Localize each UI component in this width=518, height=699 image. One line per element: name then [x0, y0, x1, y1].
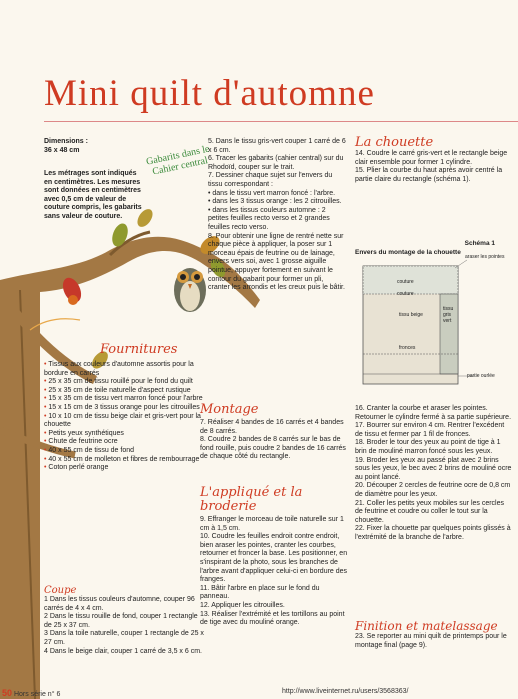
instruction: 5. Dans le tissu gris-vert couper 1 carré de 6 x 6 cm.: [208, 138, 346, 154]
schema-title: Schéma 1: [464, 240, 495, 247]
dimensions: [44, 138, 134, 155]
right-instructions: [355, 405, 513, 543]
list-item: • 40 x 55 cm de tissu de fond: [44, 446, 135, 454]
instruction: 17. Bourrer sur environ 4 cm. Rentrer l'excédent de tissu et fermer par 1 fil de fronces.: [355, 422, 505, 438]
montage-line: 7. Réaliser 4 bandes de 16 carrés et 4 bandes de 8 carrés.: [200, 419, 344, 435]
applique-section: [200, 486, 350, 628]
finition-section: [355, 620, 513, 650]
schema-subtitle: Envers du montage de la chouette: [355, 248, 461, 256]
fournitures-heading-wrap: [100, 342, 200, 357]
page-number: 50: [2, 688, 13, 698]
chouette-heading: La chouette: [355, 135, 434, 150]
schema-1: [355, 240, 505, 400]
instruction: 7. Dessiner chaque sujet sur l'envers du tissu correspondant :: [208, 172, 333, 188]
instruction: 8. Pour obtenir une ligne de rentré nette sur chaque pièce à appliquer, la poser sur 1 morceau épais de feutrine ou de lainage, envers vers soi, avec 1 grosse aiguille pointue, appuyer fortement en suivant le contour du gabarit pour former un pli, cranter les arrondis et les creux puis le bâtir.: [208, 232, 345, 292]
montage-section: [200, 402, 350, 462]
instruction: 21. Coller les petits yeux mobiles sur les cercles de feutrine et coudre ou coller le tout sur la chouette.: [355, 499, 505, 524]
coupe-line: 2 Dans le tissu rouille de fond, couper 1 rectangle de 25 x 37 cm.: [44, 613, 198, 629]
schema-label: partie ourlée: [467, 373, 495, 379]
instruction: • dans les 3 tissus orange : les 2 citrouilles.: [208, 198, 342, 206]
coupe-heading: Coupe: [44, 585, 77, 596]
fournitures-list: [44, 361, 204, 473]
dimensions-value: 36 x 48 cm: [44, 146, 80, 154]
fournitures-heading: Fournitures: [100, 342, 178, 357]
chouette-section: [355, 135, 513, 184]
applique-heading: L'appliqué et la broderie: [200, 485, 303, 514]
schema-label: couture: [397, 279, 414, 285]
coupe-line: 1 Dans les tissus couleurs d'automne, couper 96 carrés de 4 x 4 cm.: [44, 596, 195, 612]
instruction: 6. Tracer les gabarits (cahier central) sur du Rhodoïd, couper sur le trait.: [208, 155, 344, 171]
list-item: • 40 x 55 cm de molleton et fibres de rembourrage: [44, 455, 200, 463]
list-item: • Coton perlé orange: [44, 464, 109, 472]
schema-label: couture: [397, 291, 414, 297]
applique-line: 12. Appliquer les citrouilles.: [200, 601, 285, 609]
title-divider: [44, 121, 518, 122]
montage-heading: Montage: [200, 402, 259, 417]
coupe-line: 3 Dans la toile naturelle, couper 1 rectangle de 25 x 27 cm.: [44, 630, 204, 646]
owl-illustration: [174, 268, 206, 312]
montage-line: 8. Coudre 2 bandes de 8 carrés sur le bas de fond rouille, puis coudre 2 bandes de 16 carrés de chaque côté du rectangle.: [200, 436, 346, 461]
list-item: • 25 x 35 cm de tissu rouillé pour le fond du quilt: [44, 378, 193, 386]
applique-line: 13. Réaliser l'extrémité et les tortillons au point de tige avec du mouliné orange.: [200, 610, 345, 627]
applique-line: 10. Coudre les feuilles endroit contre endroit, bien araser les pointes, cranter les courbes, retourner et froncer la base. Les positionner, en s'inspirant de la photo, sous les branches de l'arbre avant d'appliquer celui-ci en bordure des franges.: [200, 533, 348, 584]
dimensions-label: Dimensions :: [44, 138, 88, 145]
list-item: • Tissus aux couleurs d'automne assortis pour la bordure en carrés: [44, 361, 194, 377]
schema-label: tissu gris vert: [443, 306, 454, 324]
list-item: • Petits yeux synthétiques: [44, 429, 124, 437]
intro-text: Les métrages sont indiqués en centimètres. Les mesures sont données en centimètres avec 0,5 cm de valeur de couture compris, les gabarits sans valeur de couture.: [44, 170, 142, 220]
series-label: Hors série n° 6: [13, 691, 61, 698]
gabarits-note: Gabarits dans le Cahier central: [145, 143, 211, 178]
page-title: Mini quilt d'automne: [44, 73, 375, 114]
middle-instructions: [208, 138, 346, 293]
chouette-line: 15. Plier la courbe du haut après avoir centré la partie claire du rectangle (schéma 1).: [355, 167, 503, 183]
instruction: • dans les tissus couleurs automne : 2 petites feuilles recto verso et 2 grandes feuilles recto verso.: [208, 206, 330, 231]
coupe-section: [44, 585, 204, 656]
instruction: 22. Fixer la chouette par quelques points glissés à l'extrémité de la branche de l'arbre.: [355, 525, 511, 541]
instruction: 19. Broder les yeux au passé plat avec 2 brins sous les yeux, le bec avec 2 brins de mouliné ocre au point lancé.: [355, 456, 512, 481]
schema-label: tissu beige: [399, 312, 423, 318]
instruction: 16. Cranter la courbe et araser les pointes. Retourner le cylindre fermé à sa partie supérieure.: [355, 405, 512, 421]
instruction: • dans le tissu vert marron foncé : l'arbre.: [208, 189, 336, 197]
schema-label: araser les pointes: [465, 254, 505, 260]
schema-label: fronces: [399, 345, 416, 351]
finition-line: 23. Se reporter au mini quilt de printemps pour le montage final (page 9).: [355, 633, 507, 649]
instruction: 20. Découper 2 cercles de feutrine ocre de 0,8 cm de diamètre pour les yeux.: [355, 482, 511, 498]
list-item: • Chute de feutrine ocre: [44, 438, 118, 446]
finition-heading: Finition et matelassage: [355, 619, 498, 633]
page-footer: [2, 688, 518, 698]
applique-line: 11. Bâtir l'arbre en place sur le fond du panneau.: [200, 584, 320, 601]
chouette-line: 14. Coudre le carré gris-vert et le rectangle beige clair ensemble pour former 1 cylindre.: [355, 150, 508, 166]
coupe-line: 4 Dans le beige clair, couper 1 carré de 3,5 x 6 cm.: [44, 647, 202, 655]
list-item: • 10 x 10 cm de tissu beige clair et gris-vert pour la chouette: [44, 412, 201, 429]
source-url: http://www.liveinternet.ru/users/3568363/: [282, 688, 409, 695]
list-item: • 15 x 35 cm de tissu vert marron foncé pour l'arbre: [44, 395, 203, 403]
list-item: • 15 x 15 cm de 3 tissus orange pour les citrouilles: [44, 403, 200, 411]
list-item: • 25 x 35 cm de toile naturelle d'aspect rustique: [44, 386, 191, 394]
applique-line: 9. Effranger le morceau de toile naturelle sur 1 cm à 1,5 cm.: [200, 516, 344, 532]
instruction: 18. Broder le tour des yeux au point de tige à 1 brin de mouliné marron foncé sous les yeux.: [355, 439, 501, 455]
